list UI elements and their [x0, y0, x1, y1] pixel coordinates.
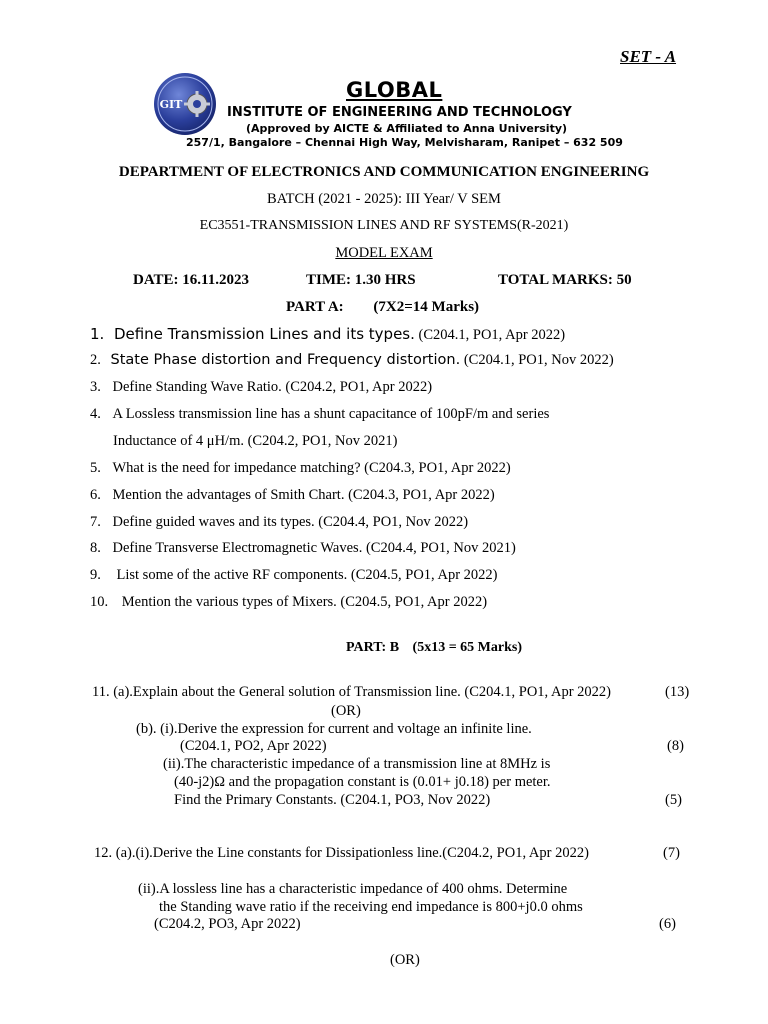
question-7: [90, 514, 468, 531]
question-text: A Lossless transmission line has a shunt capacitance of 100pF/m and series: [112, 406, 550, 422]
question-10: [90, 594, 487, 611]
exam-title: MODEL EXAM: [335, 245, 433, 261]
question-11b-i-marks: (8): [667, 738, 684, 754]
or-separator: (OR): [331, 703, 361, 719]
part-a-heading: [286, 299, 479, 316]
question-11b-ii-line3: Find the Primary Constants. (C204.1, PO3, Nov 2022): [174, 792, 491, 808]
college-logo: [153, 72, 217, 136]
question-number: 9.: [90, 567, 101, 583]
approval-line: (Approved by AICTE & Affiliated to Anna University): [246, 122, 568, 135]
question-9: [90, 567, 498, 584]
question-12a-i-marks: (7): [663, 845, 680, 861]
question-11a-marks: (13): [665, 684, 690, 700]
question-text: Define Transverse Electromagnetic Waves. (C204.4, PO1, Nov 2021): [112, 540, 516, 556]
question-3: [90, 379, 432, 396]
question-4-continued: Inductance of 4 μH/m. (C204.2, PO1, Nov 2021): [113, 433, 398, 449]
question-number: 8.: [90, 540, 101, 556]
exam-time: TIME: 1.30 HRS: [306, 272, 416, 288]
question-ref: (C204.1, PO1, Apr 2022): [418, 327, 566, 343]
question-5: [90, 460, 511, 477]
part-a-marks: (7X2=14 Marks): [373, 299, 480, 315]
address-line: 257/1, Bangalore – Chennai High Way, Melvisharam, Ranipet – 632 509: [186, 136, 623, 149]
question-ref: (C204.1, PO1, Nov 2022): [463, 352, 614, 368]
question-number: 7.: [90, 514, 101, 530]
institute-name: INSTITUTE OF ENGINEERING AND TECHNOLOGY: [227, 105, 572, 120]
question-number: 4.: [90, 406, 101, 422]
question-11b-i: (b). (i).Derive the expression for current and voltage an infinite line.: [136, 721, 532, 737]
question-11b-ii-marks: (5): [665, 792, 682, 808]
question-text: Mention the advantages of Smith Chart. (C204.3, PO1, Apr 2022): [112, 487, 495, 503]
question-number: 2.: [90, 352, 101, 368]
question-text: Define Standing Wave Ratio. (C204.2, PO1, Apr 2022): [112, 379, 433, 395]
question-number: 3.: [90, 379, 101, 395]
or-separator-2: (OR): [390, 952, 420, 968]
question-8: [90, 540, 516, 557]
question-1: [90, 325, 565, 344]
question-12a-ii-line2: the Standing wave ratio if the receiving end impedance is 800+j0.0 ohms: [159, 899, 583, 915]
question-text: Mention the various types of Mixers. (C204.5, PO1, Apr 2022): [121, 594, 488, 610]
question-text: List some of the active RF components. (C204.5, PO1, Apr 2022): [116, 567, 498, 583]
question-12a-i: 12. (a).(i).Derive the Line constants for Dissipationless line.(C204.2, PO1, Apr 2022): [94, 845, 589, 861]
question-4: [90, 406, 549, 423]
course-line: EC3551-TRANSMISSION LINES AND RF SYSTEMS(R-2021): [199, 218, 569, 233]
question-text: Define Transmission Lines and its types.: [113, 325, 415, 343]
total-marks: TOTAL MARKS: 50: [498, 272, 632, 288]
question-12a-ii-ref: (C204.2, PO3, Apr 2022): [154, 916, 301, 932]
question-text: Define guided waves and its types. (C204.4, PO1, Nov 2022): [112, 514, 469, 530]
question-number: 10.: [90, 594, 109, 610]
part-b-marks: (5x13 = 65 Marks): [412, 640, 523, 655]
department-title: DEPARTMENT OF ELECTRONICS AND COMMUNICATION ENGINEERING: [118, 164, 650, 180]
question-12a-ii: (ii).A lossless line has a characteristic impedance of 400 ohms. Determine: [138, 881, 568, 897]
question-text: State Phase distortion and Frequency distortion.: [110, 352, 461, 368]
part-a-label: PART A:: [286, 299, 344, 315]
logo-text: GIT: [159, 98, 183, 111]
part-b-heading: [346, 640, 522, 656]
question-12a-ii-marks: (6): [659, 916, 676, 932]
question-2: [90, 352, 614, 369]
question-text: What is the need for impedance matching? (C204.3, PO1, Apr 2022): [112, 460, 511, 476]
part-b-label: PART: B: [346, 640, 400, 655]
batch-line: BATCH (2021 - 2025): III Year/ V SEM: [267, 191, 501, 207]
set-label: SET - A: [620, 47, 677, 66]
question-number: 6.: [90, 487, 101, 503]
question-6: [90, 487, 495, 504]
question-11b-ii: (ii).The characteristic impedance of a transmission line at 8MHz is: [163, 756, 551, 772]
question-11b-ii-line2: (40-j2)Ω and the propagation constant is (0.01+ j0.18) per meter.: [174, 774, 551, 790]
question-number: 1.: [90, 325, 105, 343]
question-number: 5.: [90, 460, 101, 476]
exam-date: DATE: 16.11.2023: [133, 272, 249, 288]
question-11a: 11. (a).Explain about the General solution of Transmission line. (C204.1, PO1, Apr 2022): [92, 684, 611, 700]
college-name: GLOBAL: [346, 78, 443, 102]
question-11b-i-ref: (C204.1, PO2, Apr 2022): [180, 738, 327, 754]
